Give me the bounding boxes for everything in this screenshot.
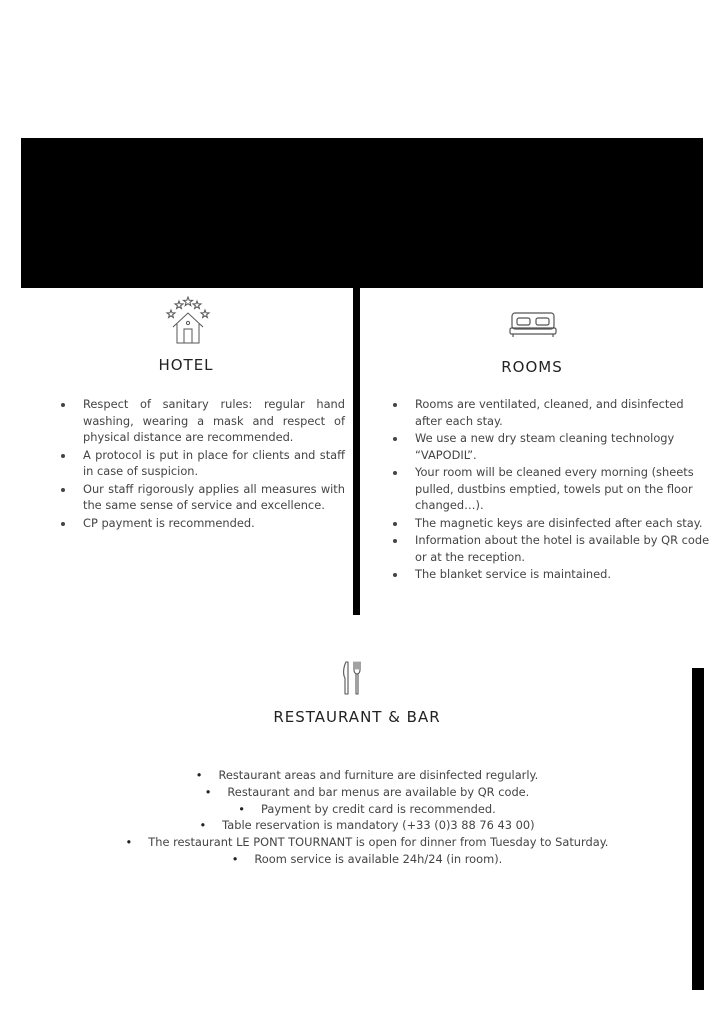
knife-fork-icon bbox=[341, 660, 363, 696]
list-item: • We use a new dry steam cleaning technology “VAPODIL”. bbox=[407, 430, 711, 463]
list-item: • The magnetic keys are disinfected after each stay. bbox=[407, 515, 711, 532]
list-item: • The restaurant LE PONT TOURNANT is open for dinner from Tuesday to Saturday. bbox=[60, 834, 674, 851]
list-item: • Room service is available 24h/24 (in room). bbox=[60, 851, 674, 868]
list-item: • Respect of sanitary rules: regular hand washing, wearing a mask and respect of physical distance are recommended. bbox=[75, 396, 345, 446]
list-item: • Information about the hotel is available by QR code or at the reception. bbox=[407, 532, 711, 565]
list-item: • Restaurant and bar menus are available by QR code. bbox=[60, 784, 674, 801]
rooms-section-title: ROOMS bbox=[501, 358, 563, 376]
rooms-list bbox=[393, 396, 711, 584]
hotel-list bbox=[61, 396, 345, 532]
header-banner bbox=[21, 138, 703, 288]
side-bar-decoration bbox=[692, 668, 704, 990]
list-item: • Restaurant areas and furniture are disinfected regularly. bbox=[60, 767, 674, 784]
list-item: • The blanket service is maintained. bbox=[407, 566, 711, 583]
list-item: • Rooms are ventilated, cleaned, and disinfected after each stay. bbox=[407, 396, 711, 429]
bed-icon bbox=[509, 311, 557, 339]
list-item: • Your room will be cleaned every morning (sheets pulled, dustbins emptied, towels put on the floor changed…). bbox=[407, 464, 711, 514]
list-item: • Table reservation is mandatory (+33 (0)3 88 76 43 00) bbox=[60, 817, 674, 834]
hotel-stars-icon bbox=[162, 296, 214, 346]
column-divider bbox=[353, 287, 360, 615]
list-item: • Payment by credit card is recommended. bbox=[60, 801, 674, 818]
restaurant-section-title: RESTAURANT & BAR bbox=[273, 708, 441, 726]
list-item: • CP payment is recommended. bbox=[75, 515, 345, 532]
restaurant-list bbox=[60, 767, 674, 868]
list-item: • Our staff rigorously applies all measures with the same sense of service and excellence. bbox=[75, 481, 345, 514]
hotel-section-title: HOTEL bbox=[158, 356, 214, 374]
list-item: • A protocol is put in place for clients and staff in case of suspicion. bbox=[75, 447, 345, 480]
